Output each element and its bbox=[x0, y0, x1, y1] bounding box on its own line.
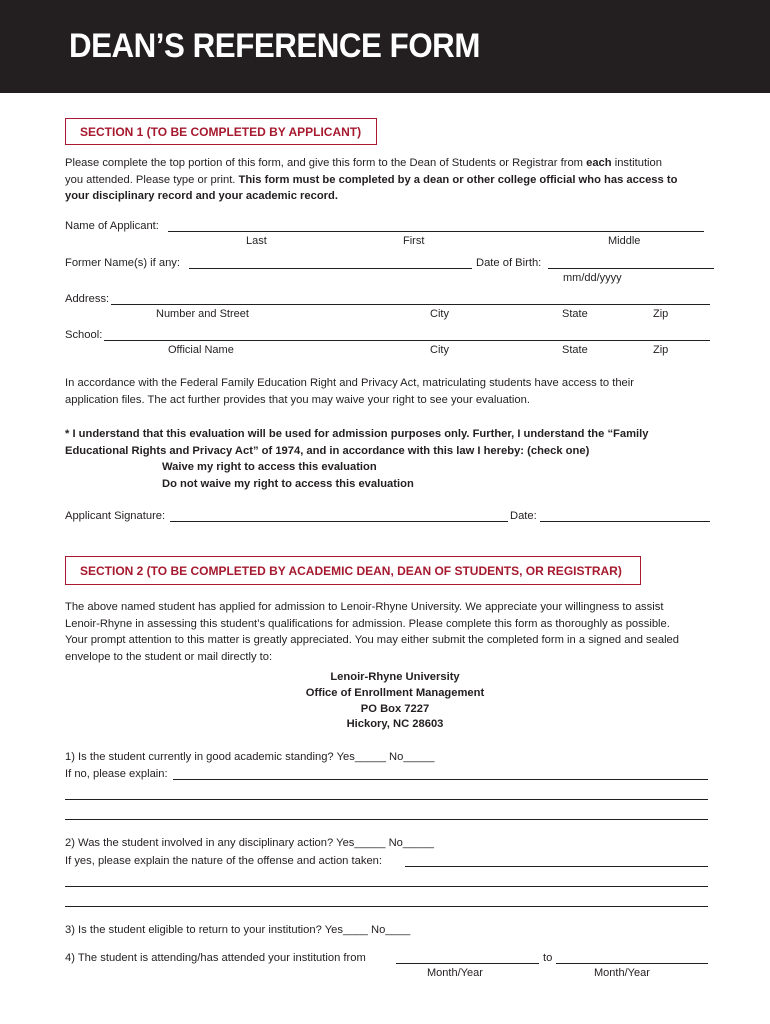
intro-emphasis: each bbox=[586, 157, 612, 169]
address-label: Address: bbox=[65, 293, 110, 305]
question-2-explain-field[interactable] bbox=[405, 866, 708, 867]
intro-text: you attended. Please type or print. bbox=[65, 173, 239, 186]
ferpa-notice bbox=[65, 375, 725, 408]
name-label: Name of Applicant: bbox=[65, 220, 159, 232]
address-sub-state: State bbox=[562, 308, 588, 320]
address-sub-street: Number and Street bbox=[156, 308, 249, 320]
section-2-text: Lenoir-Rhyne in assessing this student’s qualifications for admission. Please complete this form as thoroughly as possible. bbox=[65, 617, 670, 630]
question-1-explain-label: If no, please explain: bbox=[65, 768, 168, 780]
signature-date-field[interactable] bbox=[540, 521, 710, 522]
section-1-intro bbox=[65, 155, 725, 205]
former-name-label: Former Name(s) if any: bbox=[65, 257, 180, 269]
question-2-explain-label: If yes, please explain the nature of the offense and action taken: bbox=[65, 855, 382, 867]
address-line: Hickory, NC 28603 bbox=[346, 718, 444, 731]
school-sub-city: City bbox=[430, 344, 449, 356]
ferpa-text: In accordance with the Federal Family Education Right and Privacy Act, matriculating students have access to their bbox=[65, 377, 634, 389]
section-2-text: The above named student has applied for admission to Lenoir-Rhyne University. We appreciate your willingness to assist bbox=[65, 601, 664, 613]
section-2-text: envelope to the student or mail directly to: bbox=[65, 650, 273, 663]
question-4: 4) The student is attending/has attended your institution from bbox=[65, 952, 366, 964]
signature-field[interactable] bbox=[170, 521, 508, 522]
section-2-heading: SECTION 2 (TO BE COMPLETED BY ACADEMIC DEAN, DEAN OF STUDENTS, OR REGISTRAR) bbox=[65, 556, 641, 585]
signature-date-label: Date: bbox=[510, 510, 537, 522]
no-waive-option[interactable]: Do not waive my right to access this evaluation bbox=[162, 478, 414, 490]
question-2-explain-line[interactable] bbox=[65, 886, 708, 887]
signature-label: Applicant Signature: bbox=[65, 510, 166, 522]
question-1-explain-line[interactable] bbox=[65, 799, 708, 800]
section-1-heading: SECTION 1 (TO BE COMPLETED BY APPLICANT) bbox=[65, 118, 377, 145]
name-sub-first: First bbox=[403, 235, 425, 247]
former-name-field[interactable] bbox=[189, 268, 472, 269]
waive-option[interactable]: Waive my right to access this evaluation bbox=[162, 461, 377, 473]
from-month-year: Month/Year bbox=[427, 967, 483, 979]
to-month-year: Month/Year bbox=[594, 967, 650, 979]
intro-emphasis: This form must be completed by a dean or other college official who has access to bbox=[238, 173, 678, 186]
dob-format: mm/dd/yyyy bbox=[563, 272, 622, 284]
waiver-text: * I understand that this evaluation will be used for admission purposes only. Further, I understand the “Family bbox=[65, 428, 649, 440]
question-2: 2) Was the student involved in any disciplinary action? Yes_____ No_____ bbox=[65, 837, 435, 849]
address-line: Lenoir-Rhyne University bbox=[330, 671, 460, 683]
header-band bbox=[0, 0, 770, 93]
mailing-address bbox=[245, 670, 545, 733]
attended-to-field[interactable] bbox=[556, 963, 708, 964]
school-sub-zip: Zip bbox=[653, 344, 669, 356]
intro-text: institution bbox=[611, 157, 662, 169]
school-label: School: bbox=[65, 329, 103, 341]
name-field[interactable] bbox=[168, 231, 704, 232]
dob-label: Date of Birth: bbox=[476, 257, 542, 269]
section-2-text: Your prompt attention to this matter is greatly appreciated. You may either submit the completed form in a signed and sealed bbox=[65, 634, 680, 646]
page-title: DEAN’S REFERENCE FORM bbox=[69, 27, 480, 65]
section-2-intro bbox=[65, 599, 730, 665]
dob-field[interactable] bbox=[548, 268, 714, 269]
name-sub-last: Last bbox=[246, 235, 267, 247]
question-2-explain-line[interactable] bbox=[65, 906, 708, 907]
address-sub-city: City bbox=[430, 308, 449, 320]
question-3: 3) Is the student eligible to return to your institution? Yes____ No____ bbox=[65, 924, 411, 936]
school-sub-name: Official Name bbox=[168, 344, 234, 356]
school-field[interactable] bbox=[104, 340, 710, 341]
waiver-statement bbox=[65, 426, 725, 459]
address-sub-zip: Zip bbox=[653, 308, 669, 320]
question-1-explain-field[interactable] bbox=[173, 779, 708, 780]
ferpa-text: application files. The act further provides that you may waive your right to see your evaluation. bbox=[65, 393, 530, 406]
waiver-text: Educational Rights and Privacy Act” of 1974, and in accordance with this law I hereby: (check one) bbox=[65, 444, 590, 457]
address-field[interactable] bbox=[111, 304, 710, 305]
name-sub-middle: Middle bbox=[608, 235, 641, 247]
address-line: Office of Enrollment Management bbox=[305, 686, 485, 699]
school-sub-state: State bbox=[562, 344, 588, 356]
intro-emphasis: your disciplinary record and your academic record. bbox=[65, 190, 338, 202]
question-1: 1) Is the student currently in good academic standing? Yes_____ No_____ bbox=[65, 751, 435, 763]
address-line: PO Box 7227 bbox=[360, 702, 430, 715]
question-1-explain-line[interactable] bbox=[65, 819, 708, 820]
question-4-to: to bbox=[543, 952, 553, 964]
attended-from-field[interactable] bbox=[396, 963, 539, 964]
intro-text: Please complete the top portion of this form, and give this form to the Dean of Students or Registrar from bbox=[65, 157, 587, 169]
